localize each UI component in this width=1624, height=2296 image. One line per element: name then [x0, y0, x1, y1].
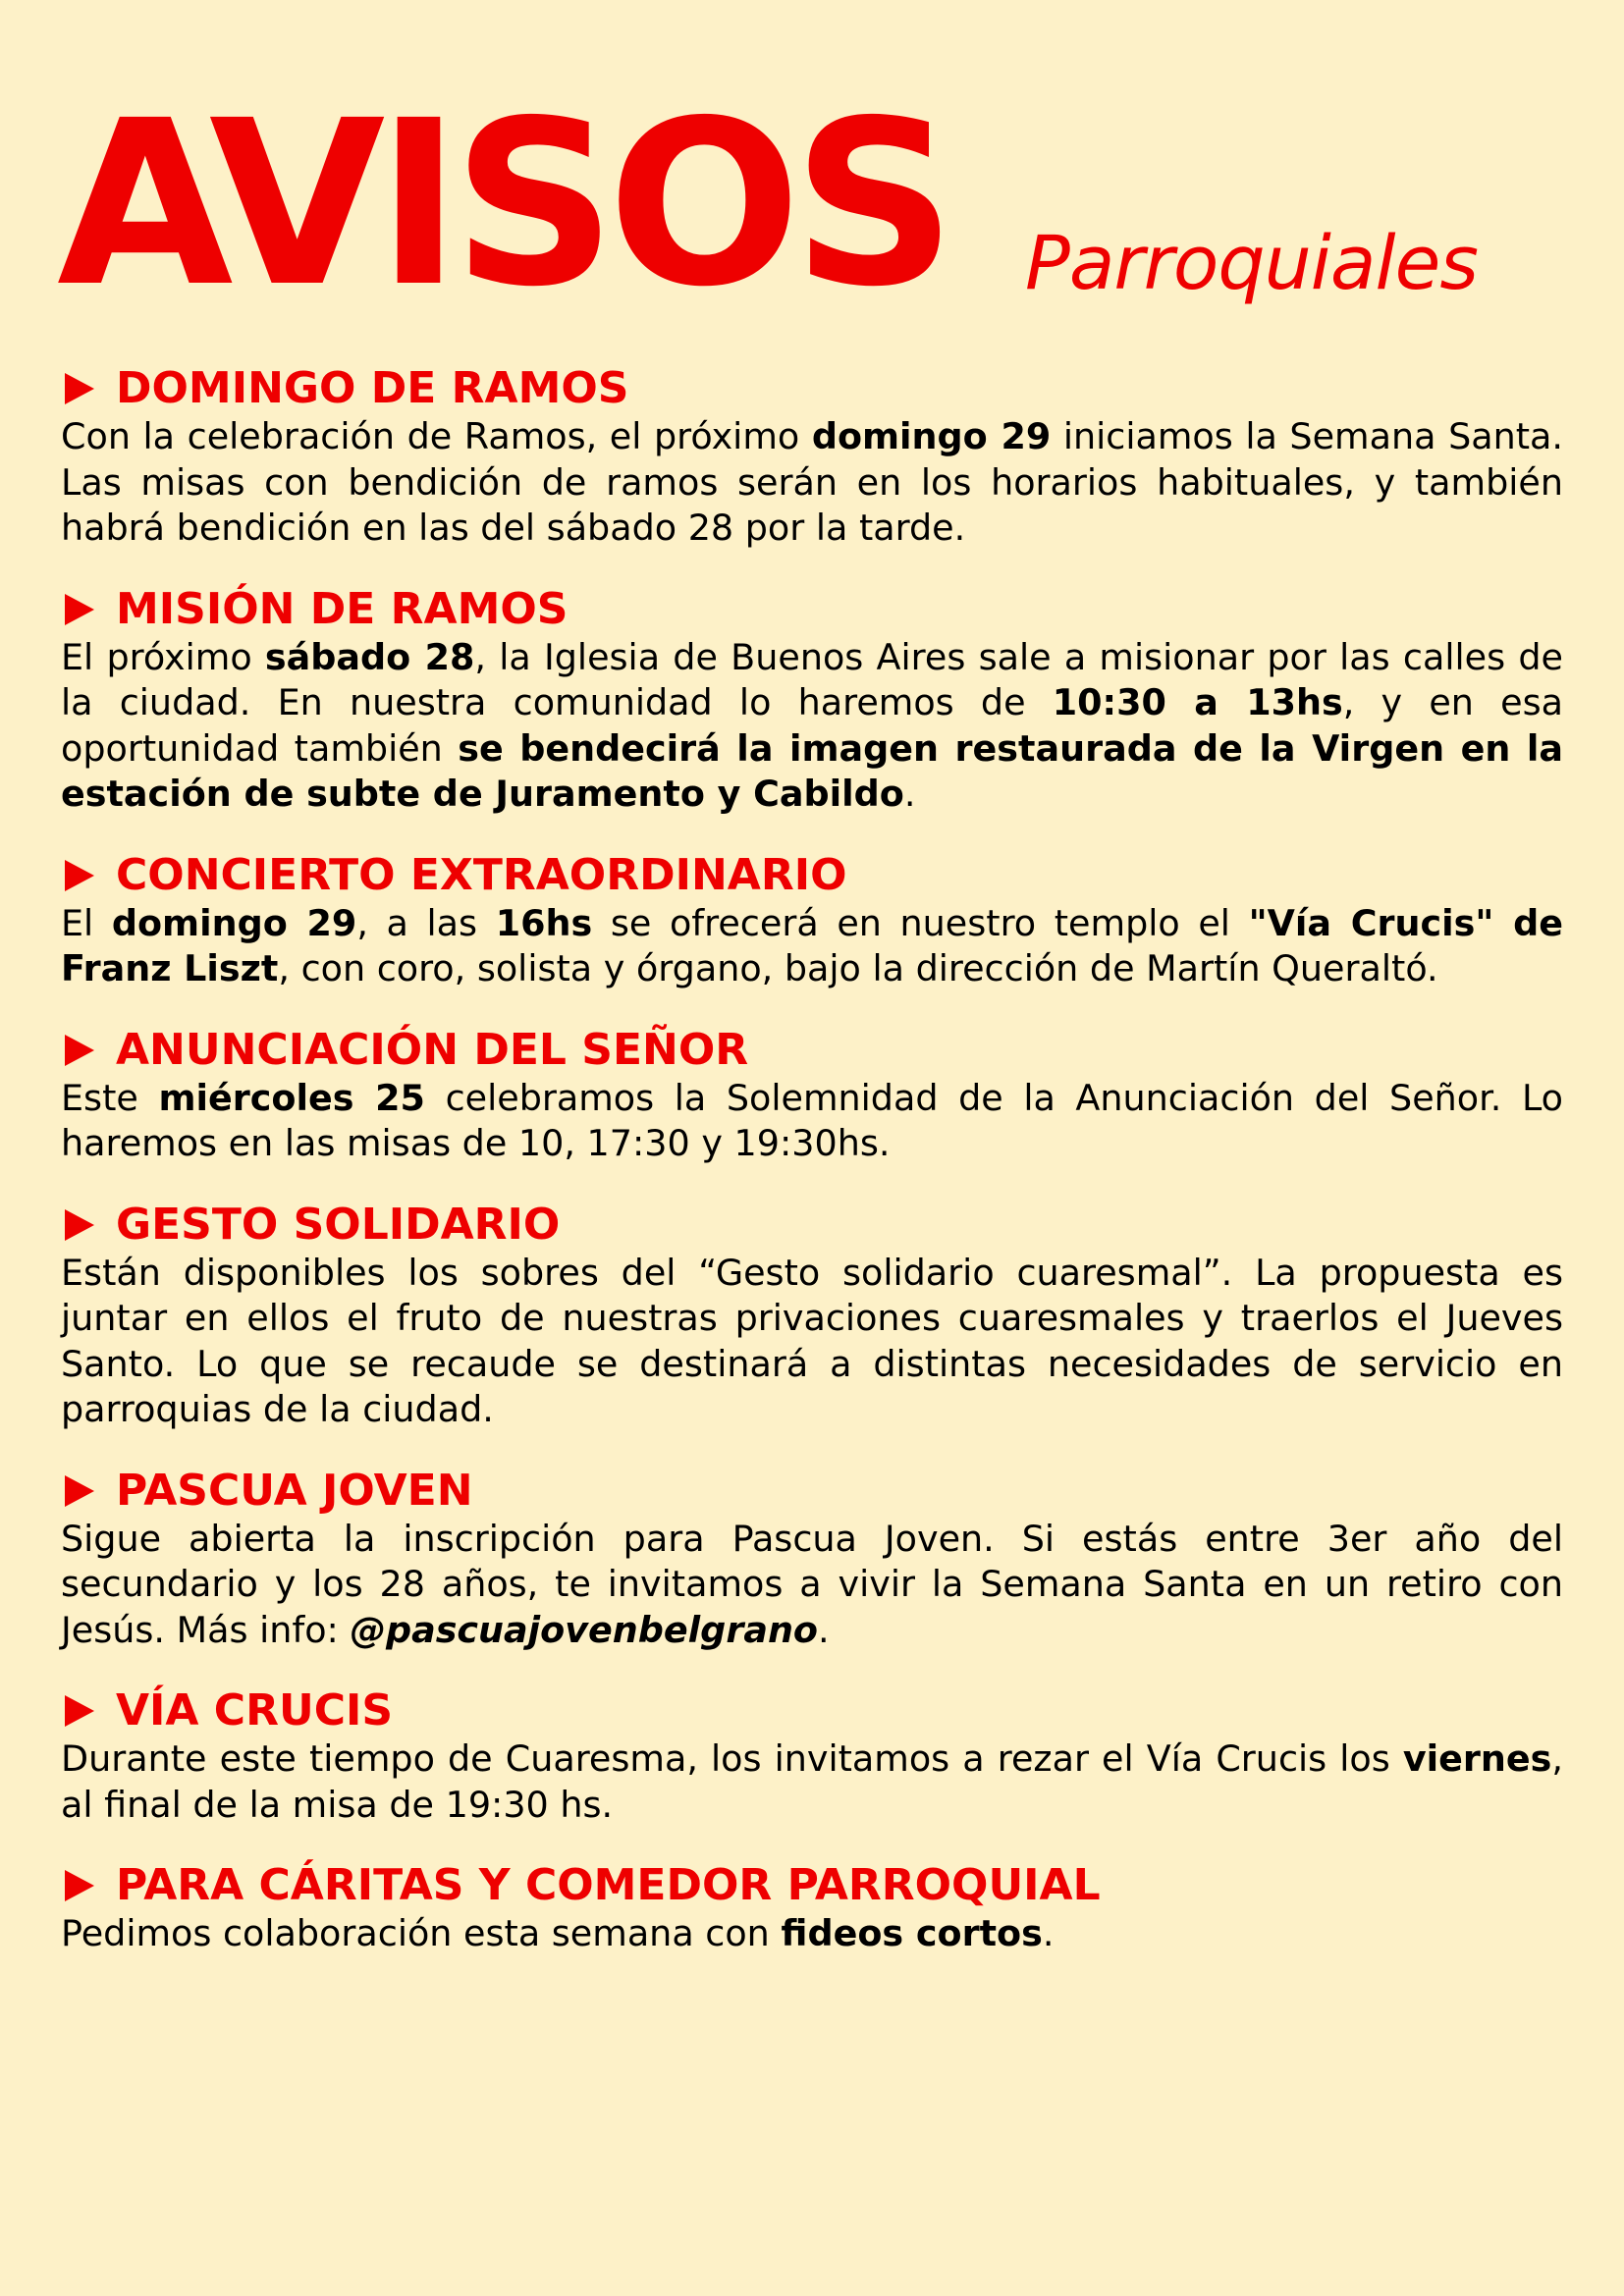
right-pointing-triangle-icon: [65, 860, 94, 891]
notice-body: [61, 1517, 1563, 1654]
notice-body: [61, 1736, 1563, 1828]
notice-heading: [61, 1685, 1563, 1736]
notice-text: Están disponibles los sobres del “Gesto solidario cuaresmal”. La propuesta es juntar en ellos el fruto de nuestras privaciones cuaresmales y traerlos el Jueves Santo. Lo que se recaude se destinará a distintas necesidades de servicio en parroquias de la ciudad.: [61, 1251, 1563, 1430]
notice-list: [61, 363, 1563, 1957]
notice-text: , y en esa oportunidad también: [61, 681, 1563, 770]
notice-body: [61, 1076, 1563, 1167]
right-pointing-triangle-icon: [65, 594, 94, 625]
notice-body: [61, 1251, 1563, 1433]
notice-text: .: [1042, 1912, 1055, 1954]
notice-heading-text: MISIÓN DE RAMOS: [116, 583, 568, 634]
notice-heading-text: DOMINGO DE RAMOS: [116, 363, 629, 413]
notice-heading: [61, 1466, 1563, 1517]
notice-text: , la Iglesia de Buenos Aires sale a misionar por las calles de la ciudad. En nuestra comunidad lo haremos de: [61, 635, 1563, 723]
notice-text: Pedimos colaboración esta semana con: [61, 1912, 782, 1954]
masthead-title: AVISOS: [57, 72, 948, 337]
notice-heading: [61, 850, 1563, 901]
right-pointing-triangle-icon: [65, 373, 94, 404]
notice-text: , a las: [356, 901, 496, 944]
notice-heading: [61, 1200, 1563, 1251]
notice-sheet: [57, 0, 1564, 1990]
notice-text: Con la celebración de Ramos, el próximo: [61, 415, 812, 457]
right-pointing-triangle-icon: [65, 1870, 94, 1901]
notice-emphasis: se bendecirá la imagen restaurada de la Virgen en la estación de subte de Juramento y Cabildo: [61, 726, 1563, 815]
notice-text: Este: [61, 1076, 159, 1119]
notice-emphasis: domingo 29: [811, 415, 1052, 457]
notice-item: [61, 1860, 1563, 1957]
notice-emphasis: domingo 29: [111, 901, 357, 944]
notice-text: Durante este tiempo de Cuaresma, los invitamos a rezar el Vía Crucis los: [61, 1737, 1403, 1780]
notice-item: [61, 1685, 1563, 1828]
notice-text: El próximo: [61, 635, 265, 678]
notice-emphasis: fideos cortos: [781, 1912, 1043, 1954]
notice-text: , con coro, solista y órgano, bajo la dirección de Martín Queraltó.: [278, 947, 1438, 989]
notice-emphasis: miércoles 25: [158, 1076, 425, 1119]
notice-item: [61, 850, 1563, 992]
notice-item: [61, 1200, 1563, 1433]
notice-emphasis: 16hs: [495, 901, 593, 944]
notice-emphasis: "Vía Crucis" de Franz Liszt: [61, 901, 1563, 989]
right-pointing-triangle-icon: [65, 1695, 94, 1727]
notice-text: .: [818, 1608, 830, 1651]
notice-item: [61, 363, 1563, 552]
notice-item: [61, 1466, 1563, 1654]
notice-emphasis: viernes: [1402, 1737, 1552, 1780]
masthead: [57, 0, 1563, 363]
notice-text: celebramos la Solemnidad de la Anunciación del Señor. Lo haremos en las misas de 10, 17:30 y 19:30hs.: [61, 1076, 1563, 1164]
notice-text: El: [61, 901, 112, 944]
notice-emphasis: 10:30 a 13hs: [1052, 681, 1343, 723]
notice-text: Sigue abierta la inscripción para Pascua Joven. Si estás entre 3er año del secundario y los 28 años, te invitamos a vivir la Semana Santa en un retiro con Jesús. Más info:: [61, 1517, 1563, 1651]
notice-heading-text: ANUNCIACIÓN DEL SEÑOR: [116, 1024, 749, 1075]
notice-heading: [61, 1860, 1563, 1911]
notice-body: [61, 414, 1563, 552]
right-pointing-triangle-icon: [65, 1475, 94, 1507]
notice-body: [61, 635, 1563, 818]
notice-emphasis: sábado 28: [264, 635, 475, 678]
notice-heading: [61, 363, 1563, 414]
notice-item: [61, 1025, 1563, 1167]
notice-body: [61, 901, 1563, 992]
notice-item: [61, 584, 1563, 818]
notice-heading-text: VÍA CRUCIS: [116, 1685, 394, 1735]
right-pointing-triangle-icon: [65, 1035, 94, 1066]
notice-body: [61, 1911, 1563, 1957]
notice-heading: [61, 1025, 1563, 1076]
notice-heading-text: CONCIERTO EXTRAORDINARIO: [116, 849, 847, 900]
notice-text: se ofrecerá en nuestro templo el: [592, 901, 1249, 944]
notice-heading-text: PARA CÁRITAS Y COMEDOR PARROQUIAL: [116, 1860, 1101, 1910]
notice-heading: [61, 584, 1563, 635]
notice-text: iniciamos la Semana Santa. Las misas con bendición de ramos serán en los horarios habituales, y también habrá bendición en las del sábado 28 por la tarde.: [61, 415, 1564, 549]
notice-handle: @pascuajovenbelgrano: [350, 1608, 819, 1651]
notice-heading-text: PASCUA JOVEN: [116, 1465, 473, 1516]
notice-text: .: [903, 773, 916, 815]
right-pointing-triangle-icon: [65, 1209, 94, 1241]
masthead-subtitle: Parroquiales: [1025, 219, 1478, 306]
notice-heading-text: GESTO SOLIDARIO: [116, 1199, 561, 1250]
notice-text: , al final de la misa de 19:30 hs.: [61, 1737, 1563, 1826]
